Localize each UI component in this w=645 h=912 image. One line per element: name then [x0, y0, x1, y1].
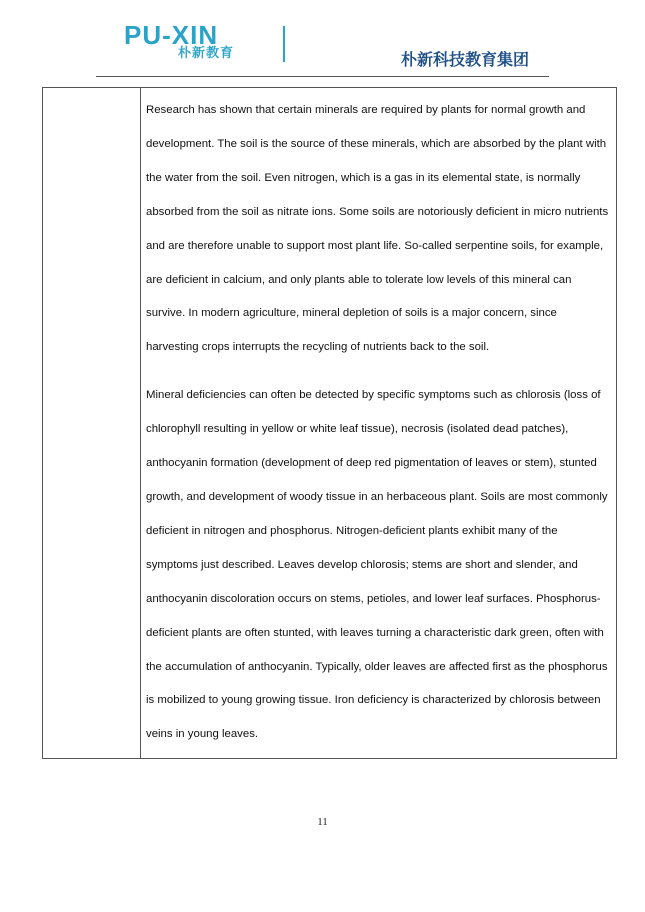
page-header [96, 18, 549, 78]
table-left-cell [43, 88, 141, 758]
page-number: 11 [317, 816, 328, 828]
logo-chinese-text: 朴新教育 [178, 46, 235, 61]
content-table [42, 87, 617, 759]
paragraph-minerals: Research has shown that certain minerals are required by plants for normal growth and development. The soil is the source of these minerals, which are absorbed by the plant with the water from the soil. Even nitrogen, which is a gas in its elemental state, is normally absorbed from the soil as nitrate ions. Some soils are notoriously deficient in micro nutrients and are therefore unable to support most plant life. So-called serpentine soils, for example, are deficient in calcium, and only plants able to tolerate low levels of this mineral can survive. In modern agriculture, mineral depletion of soils is a major concern, since harvesting crops interrupts the recycling of nutrients back to the soil. [146, 104, 609, 354]
paragraph-deficiencies: Mineral deficiencies can often be detected by specific symptoms such as chlorosis (loss of chlorophyll resulting in yellow or white leaf tissue), necrosis (isolated dead patches), anthocyanin formation (development of deep red pigmentation of leaves or stem), stunted growth, and development of woody tissue in an herbaceous plant. Soils are most commonly deficient in nitrogen and phosphorus. Nitrogen-deficient plants exhibit many of the symptoms just described. Leaves develop chlorosis; stems are short and slender, and anthocyanin discoloration occurs on stems, petioles, and lower leaf surfaces. Phosphorus-deficient plants are often stunted, with leaves turning a characteristic dark green, often with the accumulation of anthocyanin. Typically, older leaves are affected first as the phosphorus is mobilized to young growing tissue. Iron deficiency is characterized by chlorosis between veins in young leaves. [146, 389, 608, 741]
logo-latin-text: PU-XIN [124, 20, 219, 50]
puxin-logo [124, 22, 259, 64]
org-name: 朴新科技教育集团 [400, 50, 529, 69]
logo-divider [283, 26, 285, 62]
table-right-cell [141, 88, 616, 758]
header-rule [96, 76, 549, 77]
